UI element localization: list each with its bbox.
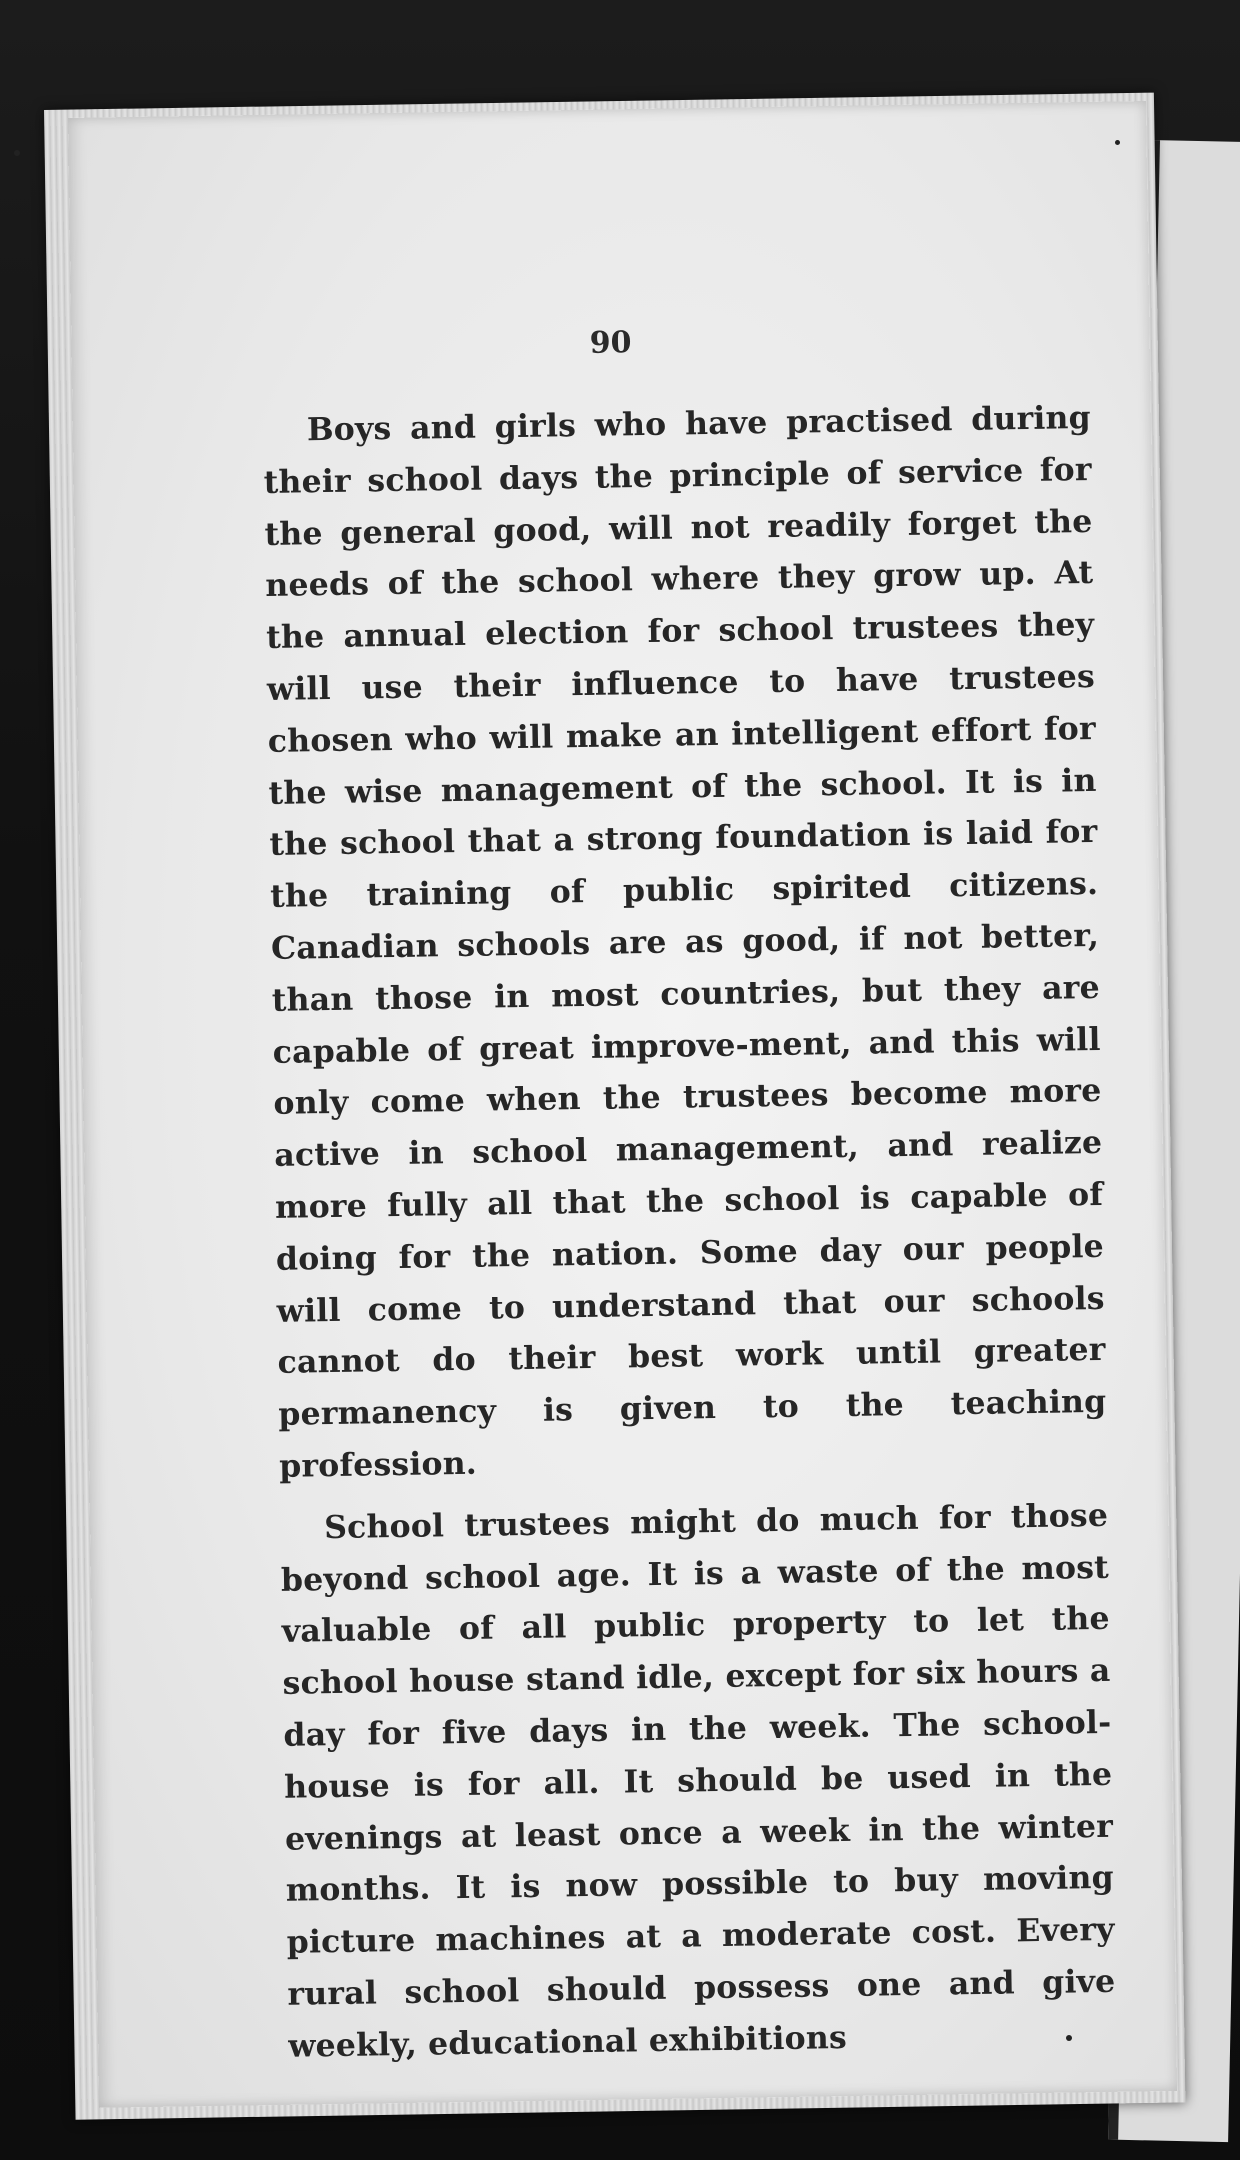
body-text bbox=[263, 392, 1117, 2072]
page-number: 90 bbox=[589, 325, 632, 361]
dust-speck bbox=[1115, 140, 1120, 145]
paragraph-2: School trustees might do much for those beyond school age. It is a waste of the most valuable of all public property to let the school house stand idle, except for six hours a day for five days in the week. The school-house is for all. It should be used in the evenings at least once a week in the winter months. It is now possible to buy moving picture machines at a moderate cost. Every rural school should possess one and give weekly, educational exhibitions bbox=[280, 1496, 1116, 2065]
book-page bbox=[68, 101, 1177, 2108]
dust-speck bbox=[14, 150, 20, 156]
dust-speck bbox=[1066, 2035, 1072, 2041]
paragraph-1: Boys and girls who have practised during their school days the principle of service for the general good, will not readily forget the needs of the school where they grow up. At the annual election for school trustees they will use their influence to have trustees chosen who will make an intelligent effort for the wise management of the school. It is in the school that a strong foundation is laid for the training of public spirited citizens. Canadian schools are as good, if not better, than those in most countries, but they are capable of great improve-ment, and this will only come when the trustees become more active in school management, and realize more fully all that the school is capable of doing for the nation. Some day our people will come to understand that our schools cannot do their best work until greater permanency is given to the teaching profession. bbox=[263, 398, 1107, 1485]
